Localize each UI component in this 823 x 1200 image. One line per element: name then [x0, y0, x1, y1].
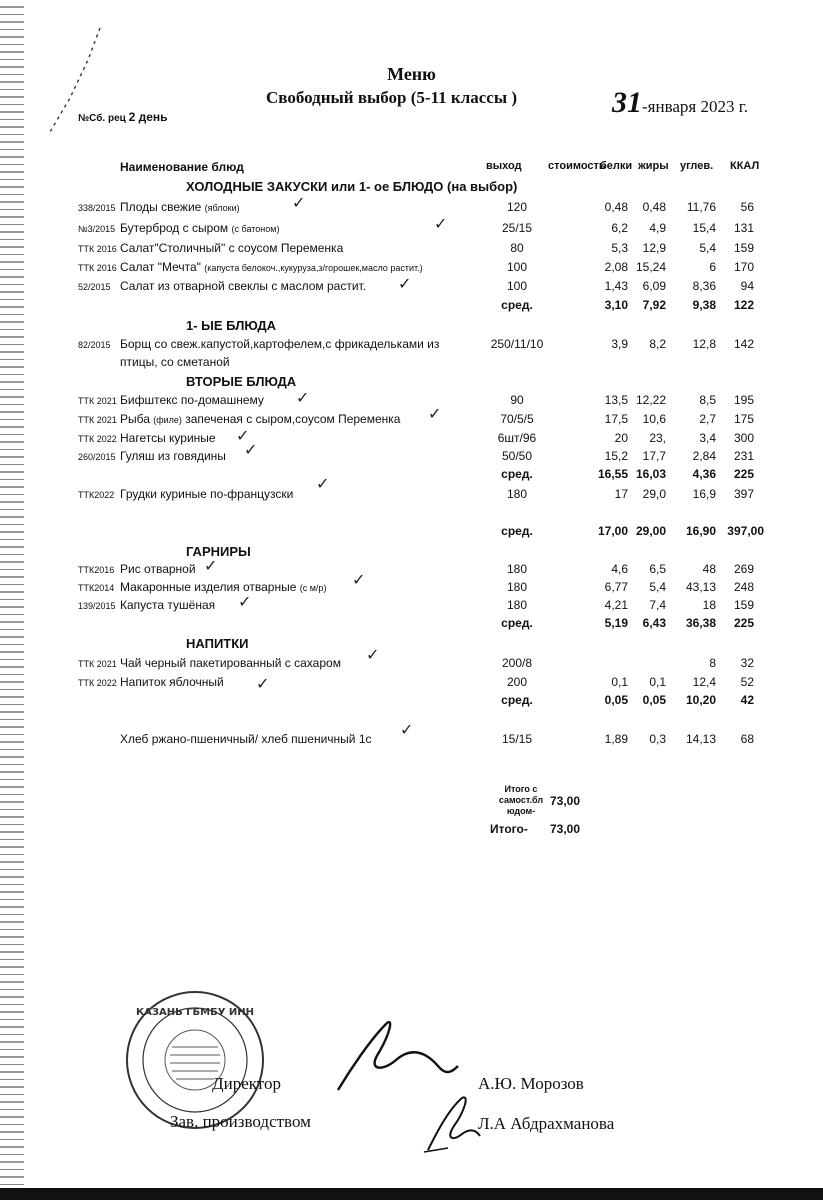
- check-mark-icon: ✓: [244, 440, 258, 459]
- section-second: ВТОРЫЕ БЛЮДА: [186, 374, 297, 389]
- menu-subtitle: Свободный выбор (5-11 классы ): [265, 88, 517, 107]
- date-month-year: -января 2023 г.: [642, 97, 749, 116]
- col-header-output: выход: [486, 160, 522, 172]
- table-row-continued: птицы, со сметаной: [120, 355, 230, 369]
- check-mark-icon: ✓: [238, 592, 252, 611]
- col-header-carbs: углев.: [680, 160, 714, 172]
- average-row: сред. 17,00 29,00 16,90 397,00: [501, 524, 764, 538]
- table-row: Хлеб ржано-пшеничный/ хлеб пшеничный 1с 15/15 1,89 0,3 14,13 68: [120, 732, 754, 746]
- table-row: ТТК2014 Макаронные изделия отварные (с м/р) 180 6,77 5,4 43,13 248: [78, 580, 754, 594]
- doc-day: 2 день: [128, 110, 168, 124]
- check-mark-icon: ✓: [256, 674, 270, 693]
- check-mark-icon: ✓: [366, 645, 380, 664]
- col-header-kcal: ККАЛ: [730, 160, 760, 172]
- col-header-name: Наименование блюд: [120, 160, 244, 174]
- pen-scribble: [30, 20, 120, 140]
- total-label: Итого-: [490, 822, 528, 836]
- check-mark-icon: ✓: [236, 426, 250, 445]
- col-header-cost: стоимость: [548, 160, 606, 172]
- director-name: А.Ю. Морозов: [478, 1074, 584, 1093]
- table-row: ТТК 2016 Салат"Столичный" с соусом Переменка 80 5,3 12,9 5,4 159: [78, 241, 754, 255]
- check-mark-icon: ✓: [316, 474, 330, 493]
- table-row: 260/2015 Гуляш из говядины 50/50 15,2 17,7 2,84 231: [78, 449, 754, 463]
- director-signature: [320, 1010, 460, 1100]
- stamp-text: КАЗАНЬ ГБМБУ ИНН: [135, 1007, 255, 1018]
- table-row: 338/2015 Плоды свежие (яблоки) 120 0,48 0,48 11,76 56: [78, 200, 754, 214]
- table-row: ТТК 2022 Нагетсы куриные 6шт/96 20 23, 3,4 300: [78, 431, 754, 445]
- check-mark-icon: ✓: [428, 404, 442, 423]
- table-row: ТТК 2022 Напиток яблочный 200 0,1 0,1 12,4 52: [78, 675, 754, 689]
- table-row: ТТК2016 Рис отварной 180 4,6 6,5 48 269: [78, 562, 754, 576]
- production-head-name: Л.А Абдрахманова: [478, 1114, 615, 1133]
- production-head-title: Зав. производством: [170, 1112, 311, 1131]
- section-first: 1- ЫЕ БЛЮДА: [186, 318, 277, 333]
- director-title: Директор: [212, 1074, 281, 1093]
- table-row: ТТК 2021 Чай черный пакетированный с сахаром 200/8 8 32: [78, 656, 754, 670]
- menu-title: Меню: [387, 64, 436, 84]
- table-row: ТТК2022 Грудки куриные по-французски 180 17 29,0 16,9 397: [78, 487, 754, 501]
- production-head-signature: [418, 1090, 488, 1160]
- section-cold: ХОЛОДНЫЕ ЗАКУСКИ или 1- ое БЛЮДО (на выбор): [186, 179, 518, 194]
- table-row: №3/2015 Бутерброд с сыром (с батоном) 25/15 6,2 4,9 15,4 131: [78, 221, 754, 235]
- total-value: 73,00: [550, 822, 581, 836]
- col-header-fats: жиры: [638, 160, 669, 172]
- check-mark-icon: ✓: [434, 214, 448, 233]
- col-header-proteins: белки: [600, 160, 633, 172]
- check-mark-icon: ✓: [296, 388, 310, 407]
- total-value-with-side: 73,00: [550, 794, 581, 808]
- section-garnish: ГАРНИРЫ: [186, 544, 251, 559]
- average-row: сред. 16,55 16,03 4,36 225: [501, 467, 754, 481]
- check-mark-icon: ✓: [398, 274, 412, 293]
- average-row: сред. 3,10 7,92 9,38 122: [501, 298, 754, 312]
- check-mark-icon: ✓: [204, 556, 218, 575]
- table-row: 82/2015 Борщ со свеж.капустой,картофелем,с фрикадельками из 250/11/10 3,9 8,2 12,8 142: [78, 337, 754, 351]
- table-row: ТТК 2016 Салат "Мечта" (капуста белокоч.,кукуруза,з/горошек,масло растит.) 100 2,08 15,24 6 170: [78, 260, 754, 274]
- scan-bottom-edge: [0, 1188, 823, 1200]
- menu-date: [612, 86, 748, 120]
- average-row: сред. 5,19 6,43 36,38 225: [501, 616, 754, 630]
- section-drinks: НАПИТКИ: [186, 636, 249, 651]
- table-row: 139/2015 Капуста тушёная 180 4,21 7,4 18 159: [78, 598, 754, 612]
- doc-prefix: №Сб. рец: [78, 113, 126, 124]
- table-row: ТТК 2021 Бифштекс по-домашнему 90 13,5 12,22 8,5 195: [78, 393, 754, 407]
- average-row: сред. 0,05 0,05 10,20 42: [501, 693, 754, 707]
- table-row: 52/2015 Салат из отварной свеклы с маслом растит. 100 1,43 6,09 8,36 94: [78, 279, 754, 293]
- check-mark-icon: ✓: [352, 570, 366, 589]
- total-label-with-side: Итого с самост.бл юдом-: [498, 784, 544, 816]
- check-mark-icon: ✓: [400, 720, 414, 739]
- table-row: ТТК 2021 Рыба (филе) запеченая с сыром,соусом Переменка 70/5/5 17,5 10,6 2,7 175: [78, 412, 754, 426]
- date-day: 31: [612, 86, 642, 119]
- check-mark-icon: ✓: [292, 193, 306, 212]
